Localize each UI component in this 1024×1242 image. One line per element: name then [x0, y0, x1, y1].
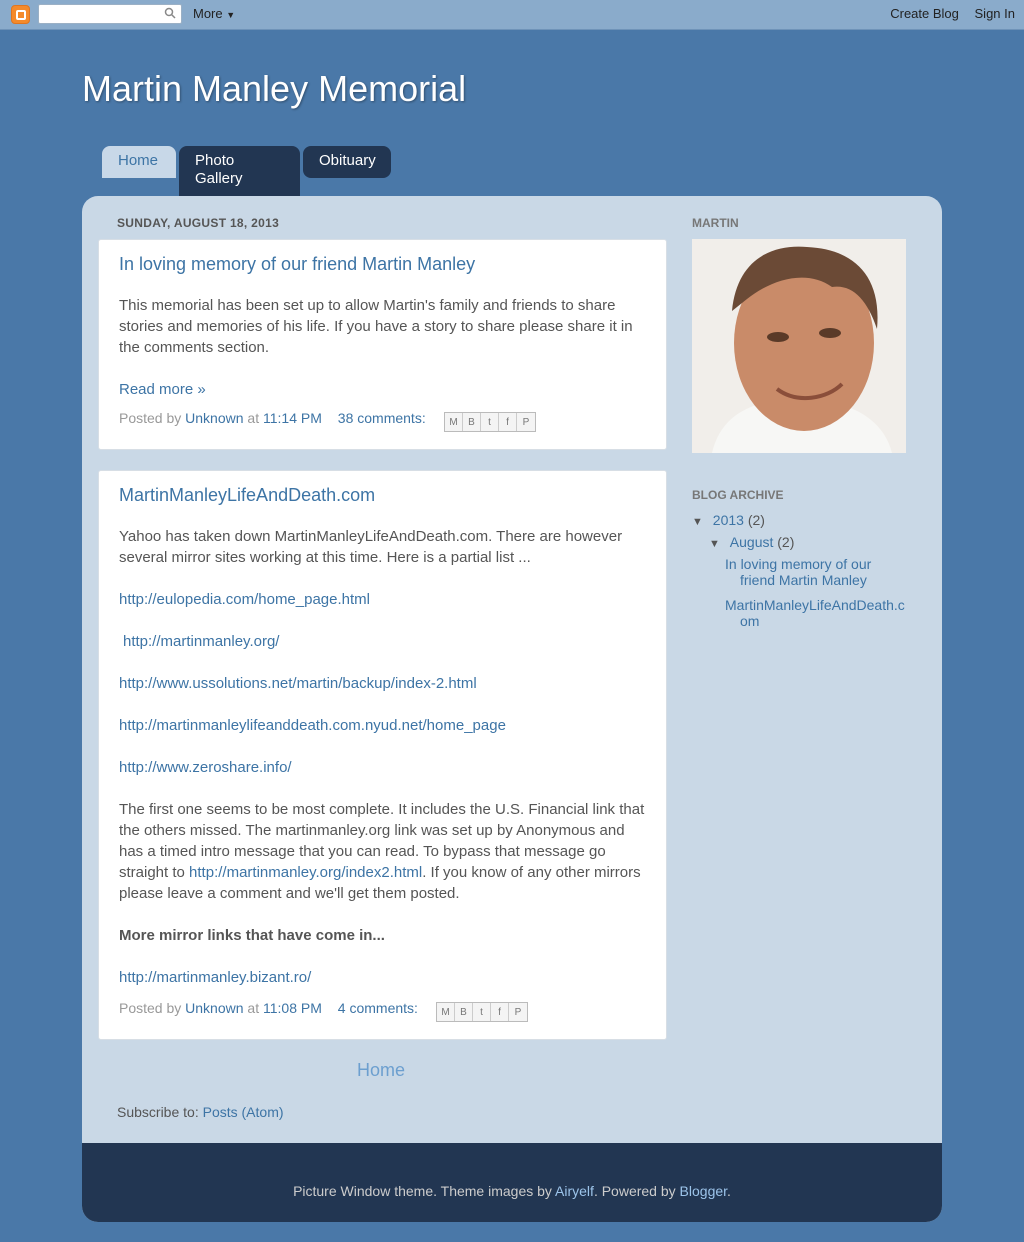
archive-year[interactable] [692, 512, 765, 528]
twitter-icon[interactable]: t [473, 1003, 491, 1021]
subscribe [117, 1104, 284, 1120]
archive-post-link[interactable]: In loving memory of our friend Martin Manley [725, 556, 872, 588]
create-blog-link[interactable]: Create Blog [890, 6, 959, 21]
sign-in-link[interactable]: Sign In [974, 6, 1015, 21]
author-link[interactable]: Unknown [185, 410, 244, 426]
archive-month[interactable] [709, 534, 794, 550]
pinterest-icon[interactable]: P [509, 1003, 527, 1021]
footer-text-part: Picture Window theme. Theme images by [293, 1183, 556, 1199]
blogger-logo-icon[interactable] [11, 5, 30, 24]
posted-by-label: Posted by [119, 410, 182, 426]
post-paragraph [119, 799, 649, 904]
post-title[interactable]: MartinManleyLifeAndDeath.com [119, 485, 376, 505]
subscribe-label: Subscribe to: [117, 1104, 199, 1120]
search-icon[interactable] [164, 7, 176, 19]
post-body: This memorial has been set up to allow Martin's family and friends to share stories and memories of his life. If you have a story to share please share it in the comments section. [119, 297, 633, 356]
archive-year-count: (2) [747, 512, 765, 528]
post-footer [119, 410, 426, 426]
mirror-link[interactable]: http://www.ussolutions.net/martin/backup/index-2.html [119, 675, 477, 692]
tab-obituary[interactable]: Obituary [303, 146, 391, 178]
airyelf-link[interactable]: Airyelf [555, 1183, 594, 1199]
mirror-link[interactable]: http://martinmanleylifeanddeath.com.nyud.net/home_page [119, 717, 506, 734]
post-body: Yahoo has taken down MartinManleyLifeAndDeath.com. There are however several mirror sites working at this time. Here is a partial list ... [119, 528, 623, 566]
date-header: SUNDAY, AUGUST 18, 2013 [117, 216, 280, 230]
search-input[interactable] [38, 4, 182, 24]
mirror-link[interactable]: http://martinmanley.bizant.ro/ [119, 969, 312, 986]
archive-month-count: (2) [777, 534, 795, 550]
archive-post-link[interactable]: MartinManleyLifeAndDeath.com [725, 597, 905, 629]
archive-year-link[interactable]: 2013 [712, 512, 744, 528]
blogger-link[interactable]: Blogger [679, 1183, 728, 1199]
mirror-link[interactable]: http://martinmanley.org/ [123, 633, 280, 650]
comments-link[interactable]: 4 comments: [337, 1000, 418, 1016]
footer-text [82, 1183, 942, 1199]
blogthis-icon[interactable]: B [463, 413, 481, 431]
facebook-icon[interactable]: f [499, 413, 517, 431]
more-menu[interactable] [193, 6, 235, 21]
comments-link[interactable]: 38 comments: [337, 410, 426, 426]
navbar-right [878, 6, 1015, 21]
email-icon[interactable]: M [445, 413, 463, 431]
footer-text-part: . [727, 1183, 731, 1199]
facebook-icon[interactable]: f [491, 1003, 509, 1021]
tab-home[interactable]: Home [102, 146, 176, 178]
tab-photo-gallery[interactable]: Photo Gallery [179, 146, 300, 196]
triangle-down-icon[interactable]: ▼ [692, 516, 703, 528]
post-title[interactable]: In loving memory of our friend Martin Manley [119, 254, 476, 274]
read-more-link[interactable]: Read more » [119, 381, 206, 398]
home-link[interactable]: Home [357, 1060, 406, 1080]
post-footer [119, 1000, 418, 1016]
paragraph-text: . If you know of any other mirrors please leave a comment and we'll get them posted. [119, 864, 641, 902]
post [98, 239, 667, 450]
mirror-heading: More mirror links that have come in... [119, 927, 385, 944]
at-label: at [247, 1000, 260, 1016]
posted-by-label: Posted by [119, 1000, 182, 1016]
more-label: More [193, 6, 223, 21]
posts-atom-link[interactable]: Posts (Atom) [202, 1104, 284, 1120]
mirror-link[interactable]: http://www.zeroshare.info/ [119, 759, 292, 776]
blogthis-icon[interactable]: B [455, 1003, 473, 1021]
martin-heading: MARTIN [692, 216, 739, 230]
email-icon[interactable]: M [437, 1003, 455, 1021]
twitter-icon[interactable]: t [481, 413, 499, 431]
triangle-down-icon[interactable]: ▼ [709, 538, 720, 550]
at-label: at [247, 410, 260, 426]
portrait-image [692, 239, 906, 453]
archive-heading: BLOG ARCHIVE [692, 488, 784, 502]
post [98, 470, 667, 1040]
footer-text-part: . Powered by [593, 1183, 680, 1199]
navbar [0, 0, 1024, 30]
mirror-link[interactable]: http://eulopedia.com/home_page.html [119, 591, 370, 608]
timestamp-link[interactable]: 11:08 PM [263, 1000, 322, 1016]
paragraph-text: The first one seems to be most complete. It includes the U.S. Financial link that the others missed. The martinmanley.org link was set up by Anonymous and has a timed intro message that you can read. To bypass that message go straight to [119, 801, 645, 881]
footer [82, 1143, 942, 1222]
timestamp-link[interactable]: 11:14 PM [263, 410, 322, 426]
content-area [82, 196, 942, 1222]
pinterest-icon[interactable]: P [517, 413, 535, 431]
caret-down-icon: ▼ [226, 10, 236, 20]
author-link[interactable]: Unknown [185, 1000, 244, 1016]
blog-title[interactable]: Martin Manley Memorial [82, 68, 467, 109]
share-buttons [444, 412, 536, 432]
archive-month-link[interactable]: August [729, 534, 774, 550]
share-buttons [436, 1002, 528, 1022]
index2-link[interactable]: http://martinmanley.org/index2.html [189, 864, 423, 881]
martin-photo [692, 239, 906, 453]
